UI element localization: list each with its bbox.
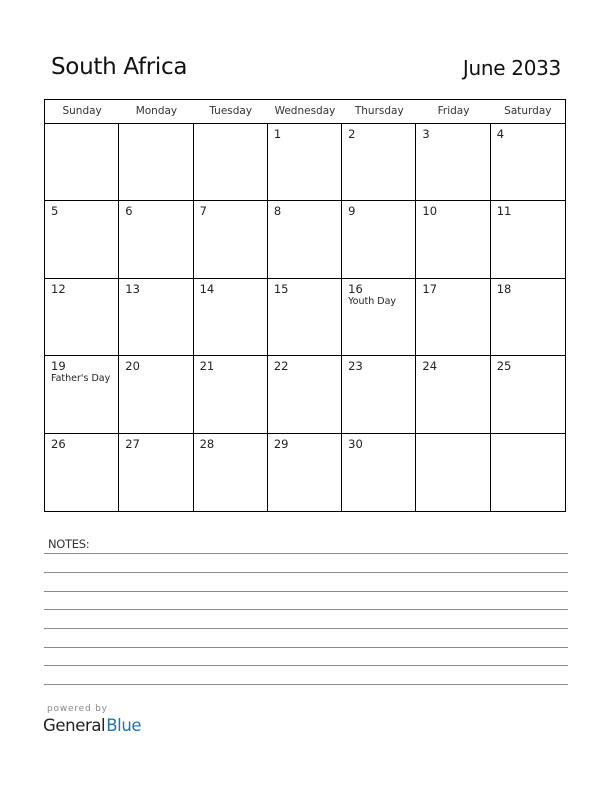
day-cell-22: [268, 356, 342, 433]
empty-day-cell: [491, 434, 565, 511]
day-number: 7: [199, 204, 207, 219]
day-number: 9: [348, 204, 356, 219]
day-number: 12: [51, 281, 66, 296]
day-number: 28: [199, 436, 215, 451]
notes-line: [44, 609, 568, 610]
empty-day-cell: [416, 434, 490, 511]
day-cell-27: [119, 434, 193, 511]
holiday-label: Father's Day: [51, 373, 111, 385]
empty-day-cell: [45, 124, 119, 201]
day-cell-9: [342, 201, 416, 278]
day-cell-6: [119, 201, 193, 278]
day-number: 18: [496, 281, 512, 296]
notes-line: [44, 647, 568, 648]
calendar-grid: [44, 99, 566, 512]
day-cell-16: [342, 279, 416, 356]
day-number: 5: [51, 204, 59, 219]
notes-line: [44, 628, 568, 629]
day-cell-26: [45, 434, 119, 511]
day-cell-2: [342, 124, 416, 201]
day-number: 15: [273, 281, 289, 296]
day-cell-13: [119, 279, 193, 356]
day-cell-4: [491, 124, 565, 201]
day-number: 30: [348, 436, 363, 451]
weekday-sunday: Sunday: [62, 105, 102, 117]
empty-day-cell: [119, 124, 193, 201]
day-cell-25: [491, 356, 565, 433]
notes-line: [44, 665, 568, 666]
day-number: 1: [273, 127, 282, 141]
day-number: 6: [125, 204, 133, 219]
day-number: 13: [125, 281, 140, 296]
weekday-header-row: [45, 100, 565, 124]
day-cell-19: [45, 356, 119, 433]
notes-line: [44, 572, 568, 573]
weekday-monday: Monday: [135, 105, 178, 117]
day-number: 24: [422, 359, 438, 374]
day-cell-10: [416, 201, 490, 278]
day-cell-5: [45, 201, 119, 278]
powered-by-text: powered by: [47, 704, 108, 714]
notes-line: [44, 684, 568, 685]
calendar-days: [45, 124, 565, 511]
day-number: 20: [125, 359, 140, 374]
weekday-saturday: Saturday: [504, 105, 552, 117]
empty-day-cell: [194, 124, 268, 201]
day-cell-3: [416, 124, 490, 201]
day-cell-23: [342, 356, 416, 433]
notes-label: NOTES:: [48, 537, 90, 551]
day-cell-28: [194, 434, 268, 511]
weekday-friday: Friday: [437, 105, 470, 117]
day-cell-30: [342, 434, 416, 511]
day-number: 2: [348, 127, 356, 141]
notes-line: [44, 591, 568, 592]
day-number: 16: [348, 281, 363, 296]
day-number: 3: [422, 127, 430, 141]
logo-blue: Blue: [106, 716, 142, 735]
weekday-thursday: Thursday: [354, 105, 404, 117]
day-number: 22: [273, 359, 289, 374]
day-cell-18: [491, 279, 565, 356]
day-number: 26: [51, 436, 66, 451]
holiday-label: Youth Day: [348, 295, 397, 307]
day-cell-21: [194, 356, 268, 433]
day-cell-1: [268, 124, 342, 201]
day-number: 21: [199, 359, 215, 374]
day-cell-11: [491, 201, 565, 278]
day-cell-17: [416, 279, 490, 356]
day-cell-14: [194, 279, 268, 356]
month-year-title: June 2033: [462, 56, 561, 80]
day-number: 10: [422, 204, 438, 219]
day-number: 27: [125, 436, 140, 451]
weekday-wednesday: Wednesday: [274, 105, 336, 117]
day-cell-24: [416, 356, 490, 433]
country-title: South Africa: [51, 54, 188, 80]
weekday-tuesday: Tuesday: [209, 105, 253, 117]
logo-general: General: [43, 716, 106, 735]
day-cell-12: [45, 279, 119, 356]
generalblue-logo: [43, 716, 141, 735]
day-number: 29: [273, 436, 289, 451]
day-cell-8: [268, 201, 342, 278]
notes-line: [44, 553, 568, 554]
day-number: 23: [348, 359, 363, 374]
day-cell-15: [268, 279, 342, 356]
day-number: 8: [273, 204, 282, 219]
day-number: 11: [496, 204, 512, 219]
day-number: 25: [496, 359, 512, 374]
day-cell-29: [268, 434, 342, 511]
day-number: 19: [51, 359, 66, 374]
day-number: 17: [422, 281, 438, 296]
day-number: 4: [496, 127, 505, 141]
day-cell-7: [194, 201, 268, 278]
day-cell-20: [119, 356, 193, 433]
day-number: 14: [199, 281, 215, 296]
